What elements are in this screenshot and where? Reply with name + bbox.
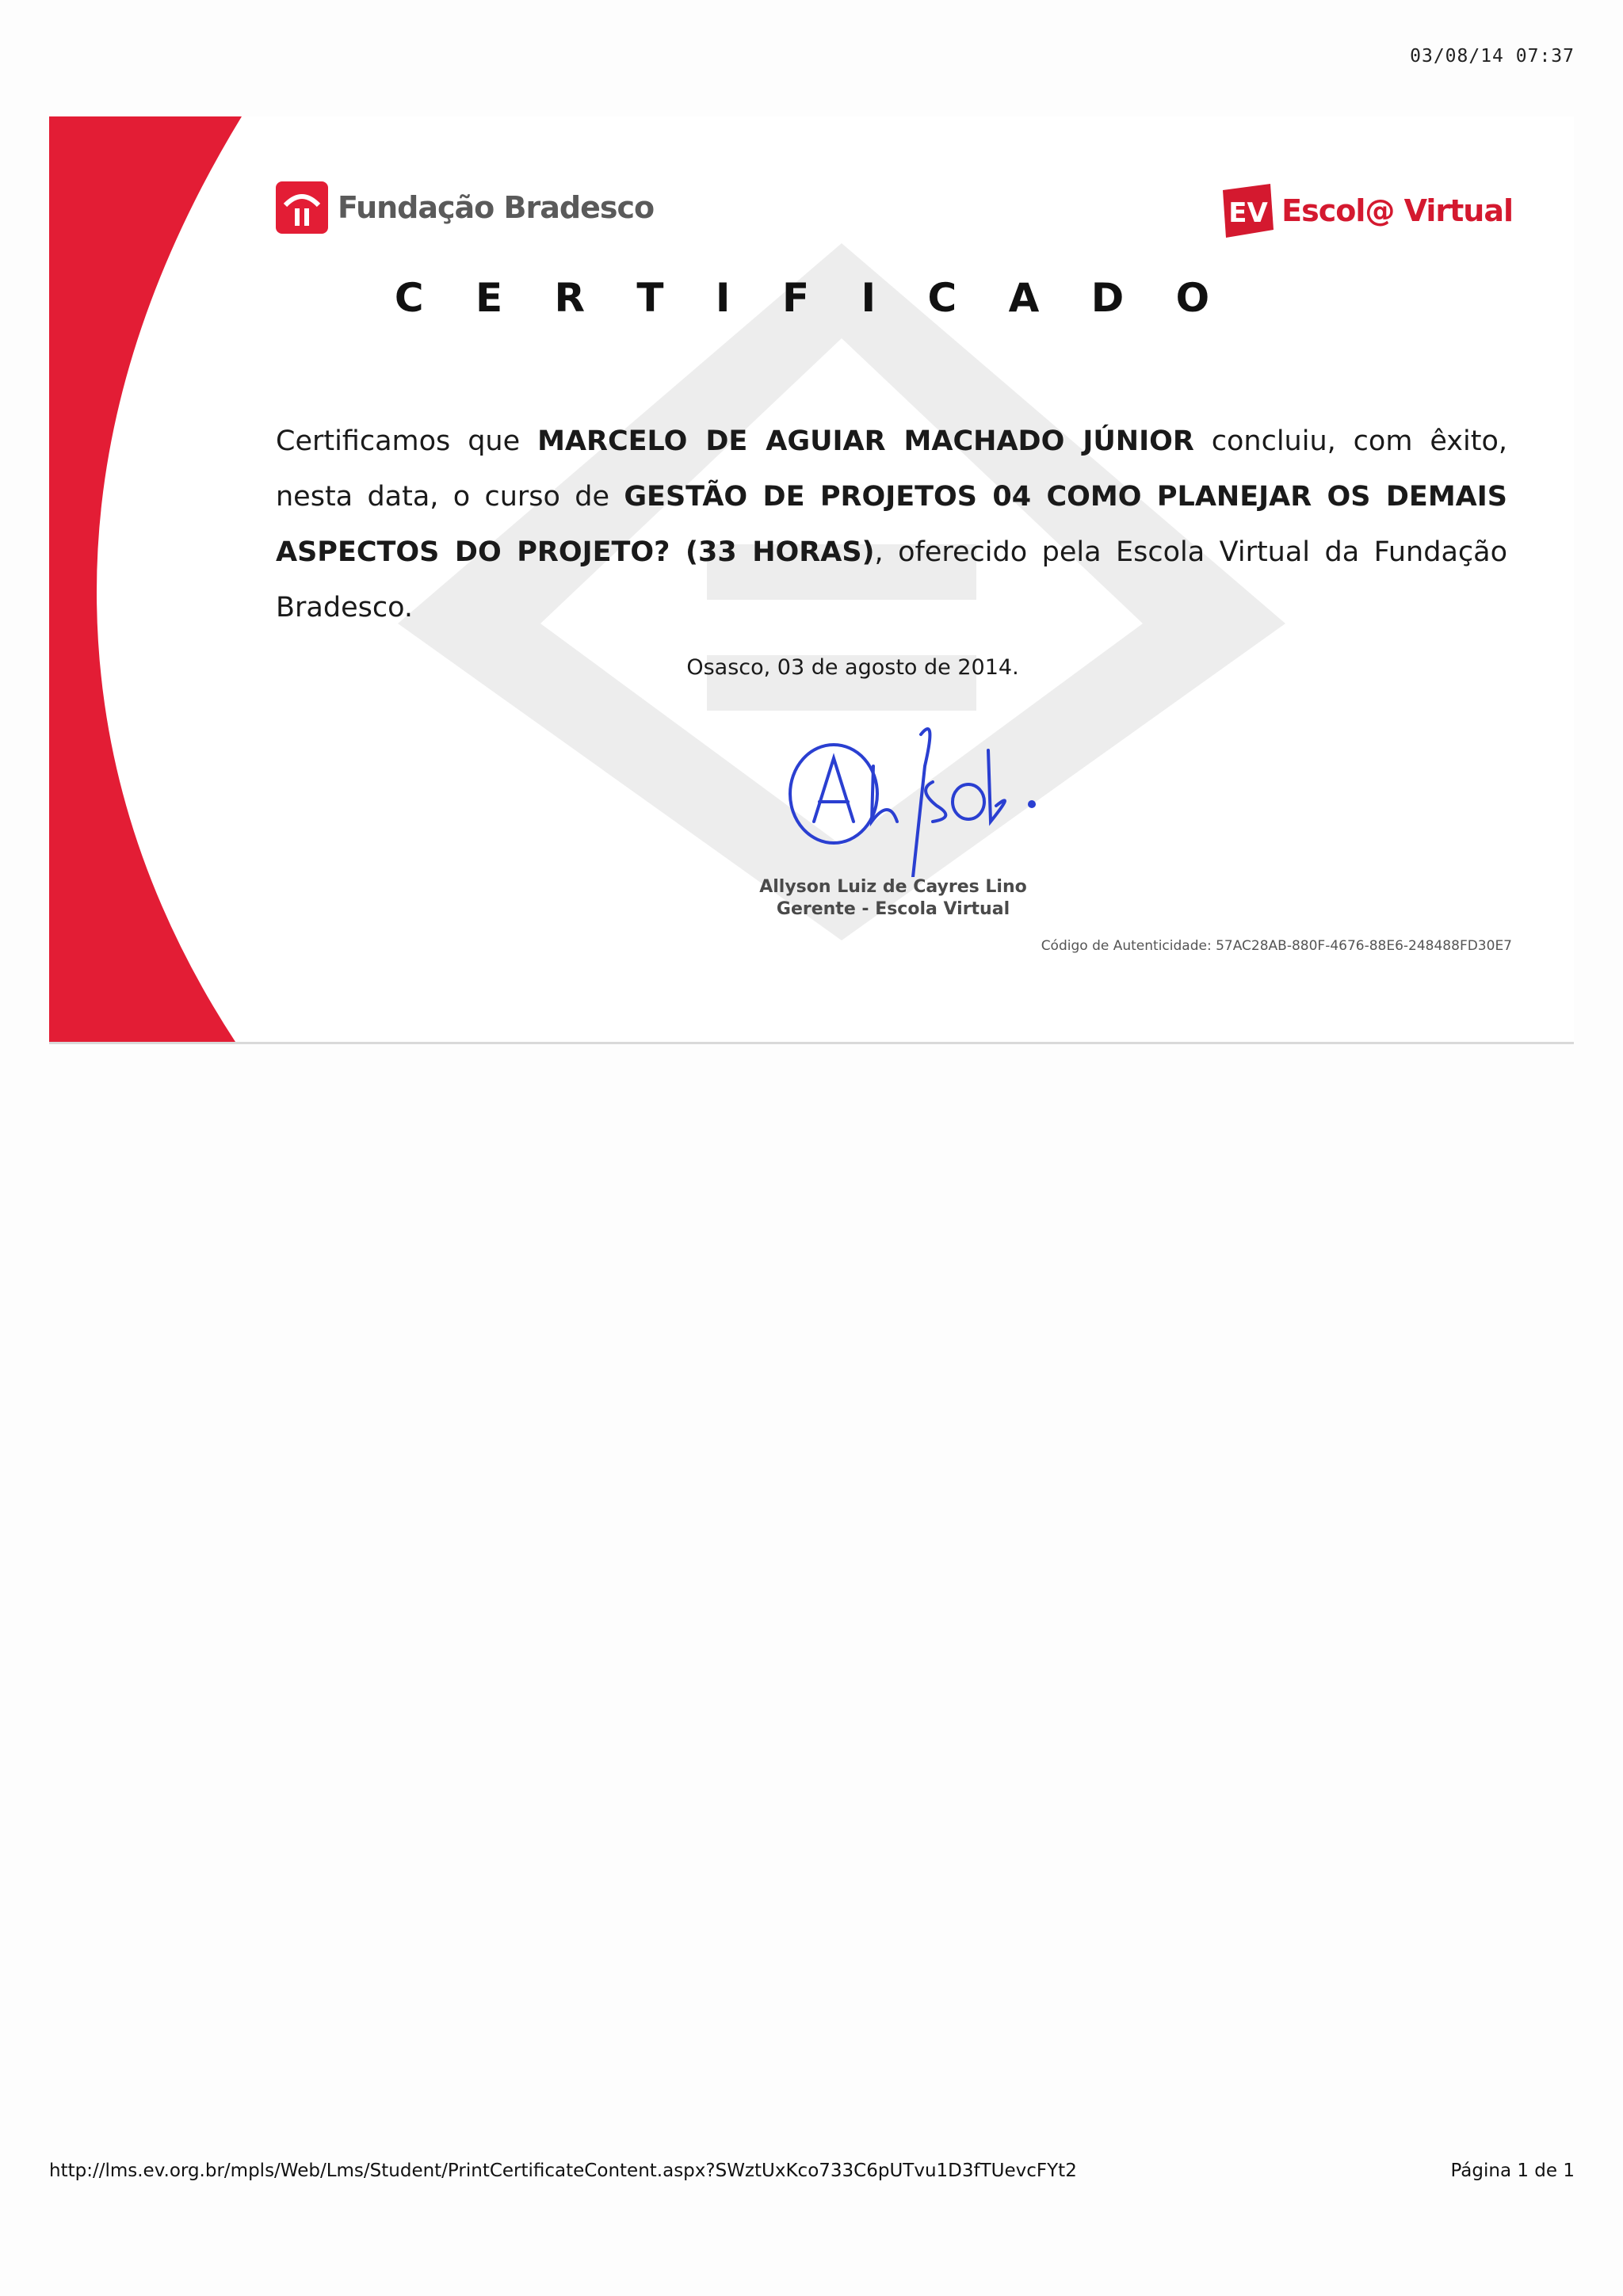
print-timestamp: 03/08/14 07:37 <box>1410 46 1575 67</box>
print-footer-url: http://lms.ev.org.br/mpls/Web/Lms/Student/PrintCertificateContent.aspx?SWztUxKco733C6pUTvu1D3fTUevcFYt2 <box>49 2161 1077 2181</box>
certificate-body <box>276 414 1507 635</box>
page-number: Página 1 de 1 <box>1450 2161 1575 2181</box>
signatory-role: Gerente - Escola Virtual <box>776 899 1010 919</box>
certificate-title: C E R T I F I C A D O <box>394 275 1229 321</box>
signatory-name: Allyson Luiz de Cayres Lino <box>759 877 1027 897</box>
fundacao-bradesco-logo <box>276 181 654 234</box>
escola-virtual-logo <box>1220 182 1513 239</box>
body-text-3: , oferecido pela Escola Virtual da Fundação Bradesco. <box>276 536 1507 624</box>
ev-mark-text: EV <box>1228 197 1268 229</box>
bradesco-tree-icon <box>276 181 328 234</box>
body-text-2: concluiu, com êxito, nesta data, o curso de <box>276 425 1507 513</box>
authenticity-code: Código de Autenticidade: 57AC28AB-880F-4676-88E6-248488FD30E7 <box>1041 938 1512 954</box>
handwritten-signature <box>778 719 1064 877</box>
student-name: MARCELO DE AGUIAR MACHADO JÚNIOR <box>537 425 1194 457</box>
ev-icon <box>1220 182 1277 239</box>
place-and-date: Osasco, 03 de agosto de 2014. <box>686 655 1019 680</box>
fundacao-bradesco-wordmark: Fundação Bradesco <box>338 190 655 225</box>
body-text-1: Certificamos que <box>276 425 538 457</box>
certificate <box>49 116 1574 1044</box>
course-name: GESTÃO DE PROJETOS 04 COMO PLANEJAR OS DEMAIS ASPECTOS DO PROJETO? (33 HORAS) <box>276 481 1507 568</box>
escola-virtual-wordmark: Escol@ Virtual <box>1281 193 1513 228</box>
